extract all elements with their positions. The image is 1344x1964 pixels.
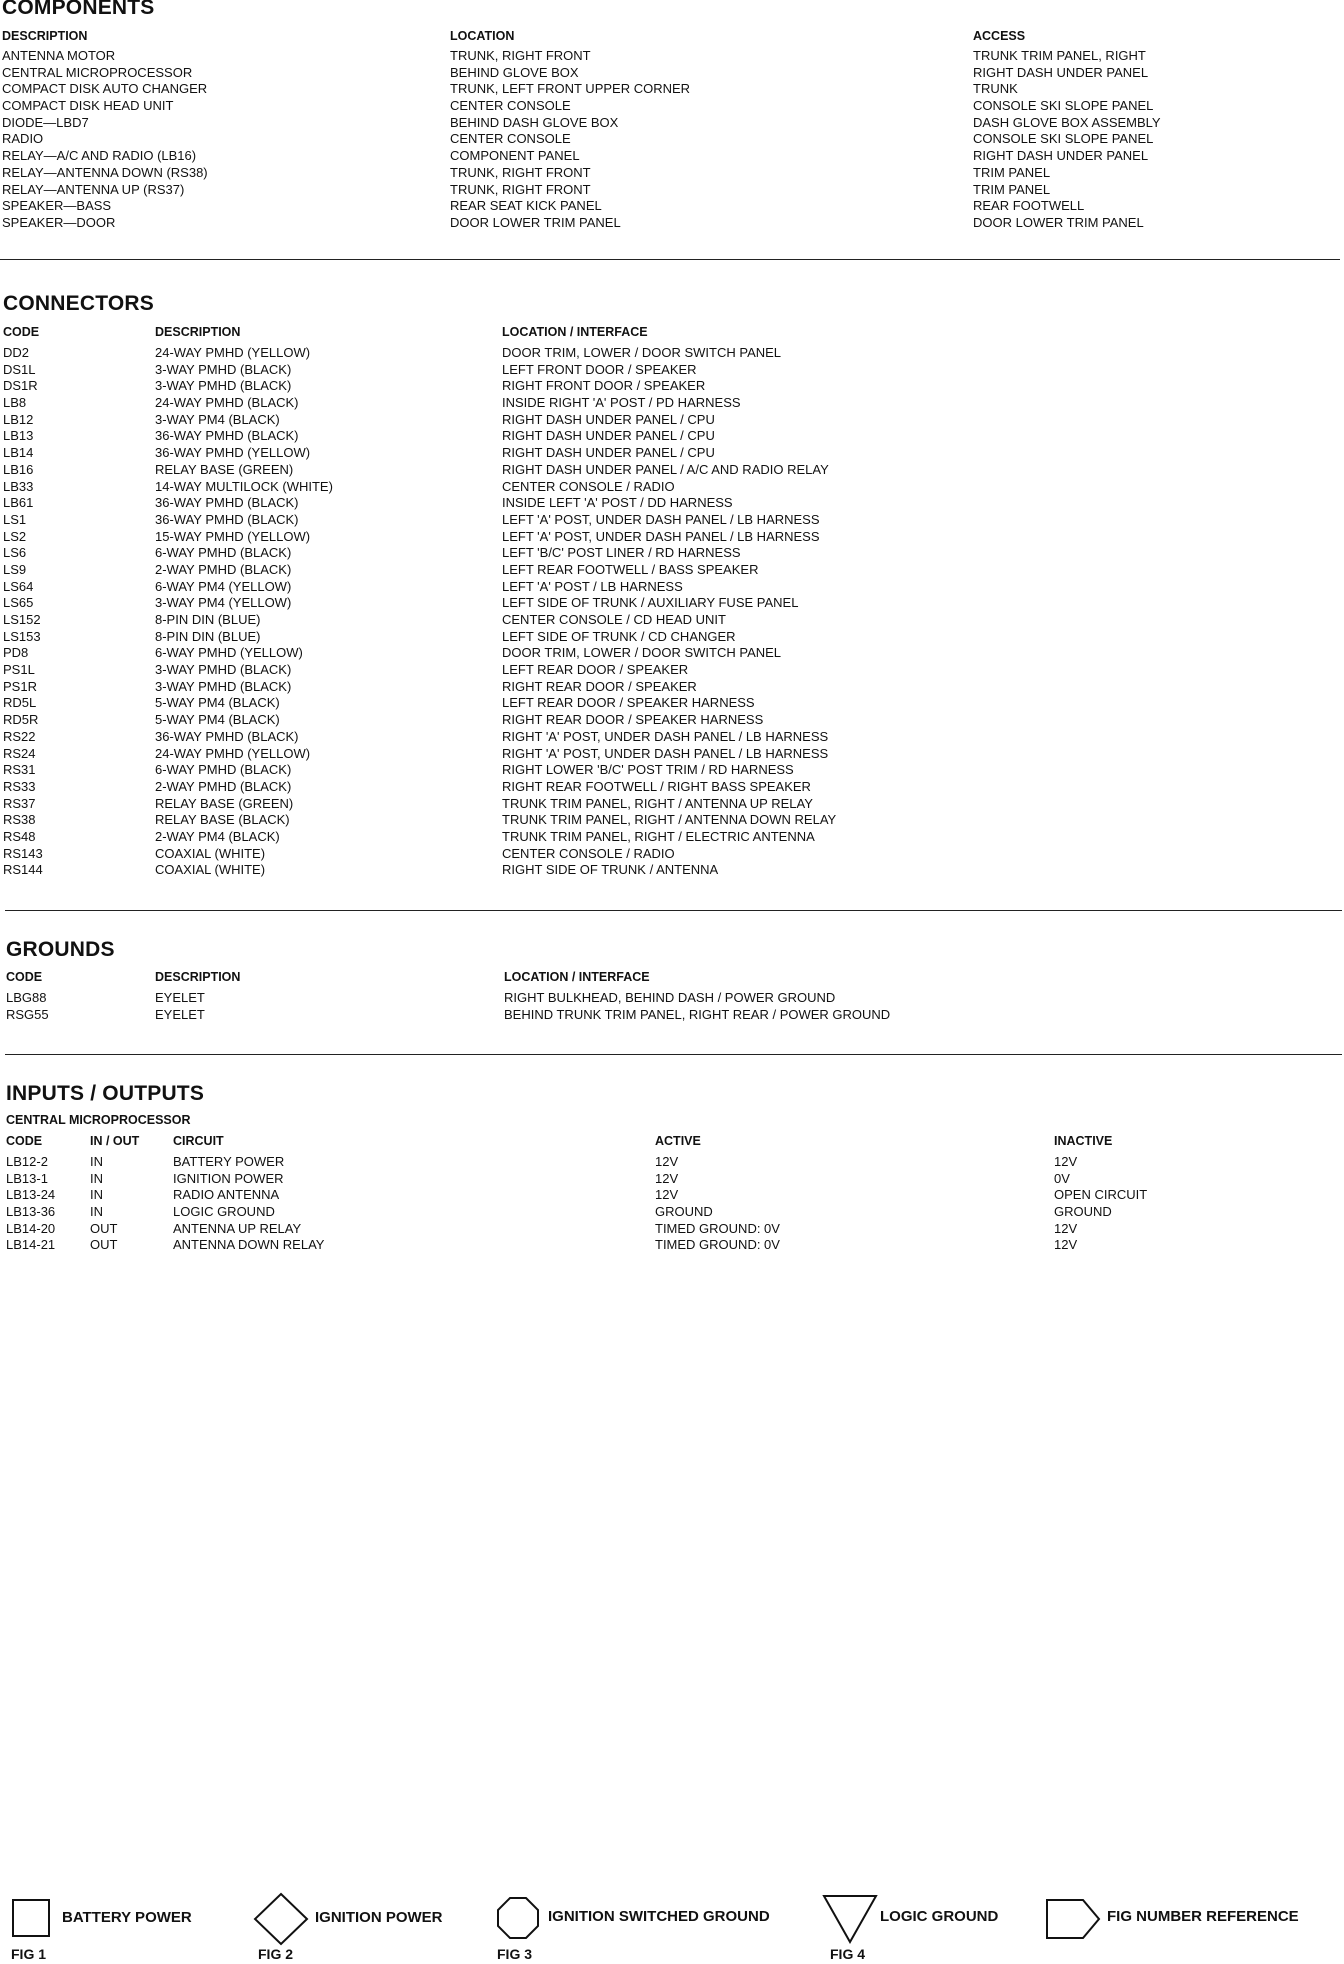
table-cell: REAR SEAT KICK PANEL bbox=[450, 198, 602, 214]
table-cell: COAXIAL (WHITE) bbox=[155, 845, 266, 861]
table-cell: 5-WAY PM4 (BLACK) bbox=[155, 695, 280, 711]
table-cell: LB13-36 bbox=[6, 1204, 56, 1220]
legend-ignition-switched-ground-label: IGNITION SWITCHED GROUND bbox=[548, 1908, 770, 1925]
table-cell: 12V bbox=[655, 1187, 679, 1203]
table-cell: GROUND bbox=[1054, 1204, 1112, 1220]
table-cell: 3-WAY PMHD (BLACK) bbox=[155, 678, 292, 694]
table-cell: SPEAKER—BASS bbox=[2, 198, 112, 214]
table-cell: RIGHT 'A' POST, UNDER DASH PANEL / LB HARNESS bbox=[502, 745, 829, 761]
table-cell: PS1L bbox=[3, 662, 35, 678]
table-cell: LB12 bbox=[3, 411, 34, 427]
table-cell: RADIO ANTENNA bbox=[173, 1187, 280, 1203]
table-cell: LB33 bbox=[3, 478, 34, 494]
table-cell: LEFT 'A' POST / LB HARNESS bbox=[502, 578, 683, 594]
table-cell: 36-WAY PMHD (BLACK) bbox=[155, 495, 299, 511]
table-cell: 2-WAY PM4 (BLACK) bbox=[155, 828, 280, 844]
table-cell: RELAY BASE (GREEN) bbox=[155, 461, 294, 477]
triangle-down-icon bbox=[822, 1894, 878, 1944]
octagon-icon bbox=[496, 1896, 540, 1940]
table-cell: RIGHT BULKHEAD, BEHIND DASH / POWER GROUND bbox=[504, 990, 836, 1005]
grounds-header-code: CODE bbox=[6, 970, 43, 984]
connectors-code-column bbox=[3, 345, 43, 879]
table-cell: 15-WAY PMHD (YELLOW) bbox=[155, 528, 311, 544]
table-cell: 3-WAY PMHD (BLACK) bbox=[155, 662, 292, 678]
table-cell: IGNITION POWER bbox=[173, 1170, 284, 1186]
table-cell: IN bbox=[90, 1154, 103, 1169]
table-cell: LS65 bbox=[3, 595, 34, 611]
table-cell: CENTER CONSOLE / RADIO bbox=[502, 845, 675, 861]
table-cell: LEFT REAR DOOR / SPEAKER bbox=[502, 662, 689, 678]
table-cell: RIGHT REAR FOOTWELL / RIGHT BASS SPEAKER bbox=[502, 778, 811, 794]
table-cell: RS143 bbox=[3, 845, 43, 861]
table-cell: LS152 bbox=[3, 612, 41, 627]
table-cell: RELAY—ANTENNA DOWN (RS38) bbox=[2, 164, 208, 180]
io-subtitle: CENTRAL MICROPROCESSOR bbox=[6, 1113, 191, 1127]
table-cell: IN bbox=[90, 1187, 103, 1203]
table-cell: ANTENNA DOWN RELAY bbox=[173, 1237, 325, 1253]
table-cell: OPEN CIRCUIT bbox=[1054, 1187, 1148, 1203]
connectors-header-code: CODE bbox=[3, 325, 40, 339]
connectors-header-description: DESCRIPTION bbox=[155, 325, 241, 339]
table-cell: TRUNK TRIM PANEL, RIGHT / ELECTRIC ANTENNA bbox=[502, 828, 815, 844]
table-cell: TRUNK, RIGHT FRONT bbox=[450, 164, 591, 180]
table-cell: LB12-2 bbox=[6, 1154, 48, 1169]
table-cell: 3-WAY PMHD (BLACK) bbox=[155, 378, 292, 394]
table-cell: IN bbox=[90, 1170, 103, 1186]
components-header-access: ACCESS bbox=[973, 29, 1026, 43]
io-header-inactive: INACTIVE bbox=[1054, 1134, 1113, 1148]
table-cell: 36-WAY PMHD (BLACK) bbox=[155, 728, 299, 744]
table-cell: LB14 bbox=[3, 445, 34, 461]
table-cell: RADIO bbox=[2, 131, 44, 147]
table-cell: CONSOLE SKI SLOPE PANEL bbox=[973, 98, 1154, 114]
symbol-legend bbox=[0, 1892, 1344, 1964]
grounds-code-column bbox=[6, 990, 49, 1023]
table-cell: DS1L bbox=[3, 361, 36, 377]
table-cell: RS24 bbox=[3, 745, 36, 761]
grounds-title: GROUNDS bbox=[6, 938, 115, 961]
components-header-location: LOCATION bbox=[450, 29, 515, 43]
connectors-description-column bbox=[155, 345, 333, 879]
table-cell: LS64 bbox=[3, 578, 34, 594]
grounds-header-location: LOCATION / INTERFACE bbox=[504, 970, 650, 984]
legend-battery-power-label: BATTERY POWER bbox=[62, 1909, 192, 1926]
table-cell: CENTRAL MICROPROCESSOR bbox=[2, 64, 193, 80]
table-cell: GROUND bbox=[655, 1204, 713, 1220]
legend-logic-ground-label: LOGIC GROUND bbox=[880, 1908, 999, 1925]
table-cell: ANTENNA MOTOR bbox=[2, 48, 116, 63]
table-cell: BEHIND TRUNK TRIM PANEL, RIGHT REAR / POWER GROUND bbox=[504, 1006, 891, 1022]
table-cell: LEFT SIDE OF TRUNK / CD CHANGER bbox=[502, 628, 736, 644]
table-cell: LS2 bbox=[3, 528, 27, 544]
table-cell: DOOR LOWER TRIM PANEL bbox=[973, 214, 1144, 230]
table-cell: LB13-1 bbox=[6, 1170, 48, 1186]
table-cell: RIGHT SIDE OF TRUNK / ANTENNA bbox=[502, 862, 719, 878]
grounds-description-column bbox=[155, 990, 205, 1023]
io-header-circuit: CIRCUIT bbox=[173, 1134, 224, 1148]
table-cell: 0V bbox=[1054, 1170, 1070, 1186]
table-cell: DOOR LOWER TRIM PANEL bbox=[450, 214, 621, 230]
table-cell: LS1 bbox=[3, 511, 27, 527]
table-cell: OUT bbox=[90, 1220, 118, 1236]
table-cell: CENTER CONSOLE / CD HEAD UNIT bbox=[502, 612, 726, 627]
legend-ignition-power-label: IGNITION POWER bbox=[315, 1909, 443, 1926]
table-cell: 12V bbox=[655, 1170, 679, 1186]
table-cell: 3-WAY PMHD (BLACK) bbox=[155, 361, 292, 377]
table-cell: 36-WAY PMHD (BLACK) bbox=[155, 511, 299, 527]
table-cell: 5-WAY PM4 (BLACK) bbox=[155, 712, 280, 728]
io-title: INPUTS / OUTPUTS bbox=[6, 1082, 205, 1105]
legend-fig-4: FIG 4 bbox=[830, 1946, 866, 1962]
components-divider bbox=[0, 259, 1340, 260]
table-cell: RIGHT DASH UNDER PANEL bbox=[973, 148, 1149, 164]
components-header-description: DESCRIPTION bbox=[2, 29, 88, 43]
table-cell: TRUNK TRIM PANEL, RIGHT bbox=[973, 48, 1146, 63]
table-cell: TIMED GROUND: 0V bbox=[655, 1220, 780, 1236]
table-cell: IN bbox=[90, 1204, 103, 1220]
components-description-column bbox=[2, 48, 208, 232]
table-cell: RIGHT REAR DOOR / SPEAKER bbox=[502, 678, 697, 694]
table-cell: RELAY BASE (GREEN) bbox=[155, 795, 294, 811]
table-cell: COAXIAL (WHITE) bbox=[155, 862, 266, 878]
table-cell: 12V bbox=[1054, 1237, 1078, 1253]
table-cell: DIODE—LBD7 bbox=[2, 114, 89, 130]
table-cell: LB14-20 bbox=[6, 1220, 56, 1236]
table-cell: LEFT 'B/C' POST LINER / RD HARNESS bbox=[502, 545, 741, 561]
legend-fig-3: FIG 3 bbox=[497, 1946, 533, 1962]
table-cell: TRUNK bbox=[973, 81, 1018, 97]
table-cell: LEFT REAR DOOR / SPEAKER HARNESS bbox=[502, 695, 755, 711]
table-cell: RIGHT DASH UNDER PANEL / CPU bbox=[502, 411, 715, 427]
table-cell: 8-PIN DIN (BLUE) bbox=[155, 612, 261, 627]
table-cell: INSIDE RIGHT 'A' POST / PD HARNESS bbox=[502, 395, 741, 411]
table-cell: LS9 bbox=[3, 561, 27, 577]
table-cell: SPEAKER—DOOR bbox=[2, 214, 116, 230]
table-cell: TIMED GROUND: 0V bbox=[655, 1237, 780, 1253]
io-header-active: ACTIVE bbox=[655, 1134, 701, 1148]
table-cell: 6-WAY PMHD (YELLOW) bbox=[155, 645, 303, 661]
connectors-location-column bbox=[502, 345, 836, 879]
table-cell: LOGIC GROUND bbox=[173, 1204, 275, 1220]
table-cell: RS38 bbox=[3, 812, 36, 828]
table-cell: 12V bbox=[1054, 1220, 1078, 1236]
io-header-inout: IN / OUT bbox=[90, 1134, 140, 1148]
table-cell: CENTER CONSOLE bbox=[450, 131, 571, 147]
table-cell: LEFT FRONT DOOR / SPEAKER bbox=[502, 361, 697, 377]
table-cell: DS1R bbox=[3, 378, 38, 394]
io-active-column bbox=[655, 1154, 780, 1254]
table-cell: LB14-21 bbox=[6, 1237, 56, 1253]
table-cell: REAR FOOTWELL bbox=[973, 198, 1085, 214]
grounds-location-column bbox=[504, 990, 890, 1023]
connectors-divider bbox=[5, 910, 1342, 911]
io-header-code: CODE bbox=[6, 1134, 43, 1148]
table-cell: RIGHT LOWER 'B/C' POST TRIM / RD HARNESS bbox=[502, 762, 794, 778]
table-cell: LS153 bbox=[3, 628, 41, 644]
table-cell: EYELET bbox=[155, 1006, 205, 1022]
table-cell: RELAY—ANTENNA UP (RS37) bbox=[2, 181, 185, 197]
table-cell: TRUNK TRIM PANEL, RIGHT / ANTENNA UP RELAY bbox=[502, 795, 813, 811]
table-cell: RS48 bbox=[3, 828, 36, 844]
table-cell: RS33 bbox=[3, 778, 36, 794]
table-cell: LB13 bbox=[3, 428, 34, 444]
table-cell: CENTER CONSOLE / RADIO bbox=[502, 478, 675, 494]
components-title: COMPONENTS bbox=[2, 0, 155, 19]
io-inout-column bbox=[90, 1154, 117, 1254]
table-cell: 6-WAY PMHD (BLACK) bbox=[155, 545, 292, 561]
grounds-divider bbox=[5, 1054, 1342, 1055]
table-cell: OUT bbox=[90, 1237, 118, 1253]
table-cell: ANTENNA UP RELAY bbox=[173, 1220, 302, 1236]
connectors-header-location: LOCATION / INTERFACE bbox=[502, 325, 648, 339]
io-code-column bbox=[6, 1154, 55, 1254]
table-cell: LB61 bbox=[3, 495, 34, 511]
table-cell: LS6 bbox=[3, 545, 27, 561]
table-cell: CENTER CONSOLE bbox=[450, 98, 571, 114]
table-cell: RD5R bbox=[3, 712, 39, 728]
table-cell: PD8 bbox=[3, 645, 29, 661]
table-cell: EYELET bbox=[155, 990, 205, 1005]
table-cell: 24-WAY PMHD (YELLOW) bbox=[155, 745, 311, 761]
table-cell: CONSOLE SKI SLOPE PANEL bbox=[973, 131, 1154, 147]
diamond-icon bbox=[252, 1892, 310, 1946]
table-cell: BEHIND GLOVE BOX bbox=[450, 64, 579, 80]
table-cell: RELAY BASE (BLACK) bbox=[155, 812, 290, 828]
io-inactive-column bbox=[1054, 1154, 1147, 1254]
table-cell: BEHIND DASH GLOVE BOX bbox=[450, 114, 619, 130]
pentagon-arrow-icon bbox=[1045, 1898, 1101, 1940]
table-cell: RS22 bbox=[3, 728, 36, 744]
table-cell: 6-WAY PM4 (YELLOW) bbox=[155, 578, 292, 594]
table-cell: 14-WAY MULTILOCK (WHITE) bbox=[155, 478, 333, 494]
legend-fig-1: FIG 1 bbox=[11, 1946, 47, 1962]
connectors-title: CONNECTORS bbox=[3, 292, 154, 315]
io-circuit-column bbox=[173, 1154, 324, 1254]
table-cell: RS31 bbox=[3, 762, 36, 778]
table-cell: 3-WAY PM4 (YELLOW) bbox=[155, 595, 292, 611]
table-cell: COMPACT DISK AUTO CHANGER bbox=[2, 81, 208, 97]
table-cell: DASH GLOVE BOX ASSEMBLY bbox=[973, 114, 1161, 130]
table-cell: BATTERY POWER bbox=[173, 1154, 285, 1169]
table-cell: LB13-24 bbox=[6, 1187, 56, 1203]
table-cell: TRIM PANEL bbox=[973, 181, 1051, 197]
table-cell: 36-WAY PMHD (BLACK) bbox=[155, 428, 299, 444]
table-cell: COMPONENT PANEL bbox=[450, 148, 580, 164]
table-cell: DOOR TRIM, LOWER / DOOR SWITCH PANEL bbox=[502, 645, 782, 661]
table-cell: LEFT REAR FOOTWELL / BASS SPEAKER bbox=[502, 561, 759, 577]
table-cell: RIGHT 'A' POST, UNDER DASH PANEL / LB HARNESS bbox=[502, 728, 829, 744]
table-cell: 8-PIN DIN (BLUE) bbox=[155, 628, 261, 644]
table-cell: RS37 bbox=[3, 795, 36, 811]
table-cell: 36-WAY PMHD (YELLOW) bbox=[155, 445, 311, 461]
table-cell: 24-WAY PMHD (BLACK) bbox=[155, 395, 299, 411]
components-access-column bbox=[973, 48, 1161, 232]
table-cell: COMPACT DISK HEAD UNIT bbox=[2, 98, 174, 114]
table-cell: TRUNK, LEFT FRONT UPPER CORNER bbox=[450, 81, 691, 97]
table-cell: RD5L bbox=[3, 695, 37, 711]
table-cell: RS144 bbox=[3, 862, 43, 878]
table-cell: TRUNK TRIM PANEL, RIGHT / ANTENNA DOWN RELAY bbox=[502, 812, 837, 828]
table-cell: RIGHT DASH UNDER PANEL / CPU bbox=[502, 445, 715, 461]
grounds-header-description: DESCRIPTION bbox=[155, 970, 241, 984]
table-cell: 2-WAY PMHD (BLACK) bbox=[155, 778, 292, 794]
table-cell: 3-WAY PM4 (BLACK) bbox=[155, 411, 280, 427]
legend-fig-number-reference-label: FIG NUMBER REFERENCE bbox=[1107, 1908, 1299, 1925]
table-cell: 24-WAY PMHD (YELLOW) bbox=[155, 345, 311, 360]
table-cell: 2-WAY PMHD (BLACK) bbox=[155, 561, 292, 577]
table-cell: RIGHT FRONT DOOR / SPEAKER bbox=[502, 378, 706, 394]
table-cell: PS1R bbox=[3, 678, 37, 694]
legend-fig-2: FIG 2 bbox=[258, 1946, 294, 1962]
table-cell: LEFT SIDE OF TRUNK / AUXILIARY FUSE PANEL bbox=[502, 595, 799, 611]
table-cell: DOOR TRIM, LOWER / DOOR SWITCH PANEL bbox=[502, 345, 782, 360]
table-cell: RIGHT DASH UNDER PANEL / CPU bbox=[502, 428, 715, 444]
table-cell: DD2 bbox=[3, 345, 30, 360]
table-cell: LB8 bbox=[3, 395, 27, 411]
components-location-column bbox=[450, 48, 690, 232]
table-cell: 6-WAY PMHD (BLACK) bbox=[155, 762, 292, 778]
table-cell: RIGHT DASH UNDER PANEL bbox=[973, 64, 1149, 80]
table-cell: RELAY—A/C AND RADIO (LB16) bbox=[2, 148, 197, 164]
table-cell: TRUNK, RIGHT FRONT bbox=[450, 181, 591, 197]
table-cell: LEFT 'A' POST, UNDER DASH PANEL / LB HARNESS bbox=[502, 511, 820, 527]
table-cell: RIGHT DASH UNDER PANEL / A/C AND RADIO RELAY bbox=[502, 461, 829, 477]
square-icon bbox=[11, 1898, 51, 1938]
table-cell: INSIDE LEFT 'A' POST / DD HARNESS bbox=[502, 495, 733, 511]
table-cell: 12V bbox=[1054, 1154, 1078, 1169]
table-cell: LEFT 'A' POST, UNDER DASH PANEL / LB HARNESS bbox=[502, 528, 820, 544]
table-cell: RIGHT REAR DOOR / SPEAKER HARNESS bbox=[502, 712, 764, 728]
table-cell: RSG55 bbox=[6, 1006, 49, 1022]
table-cell: 12V bbox=[655, 1154, 679, 1169]
table-cell: LB16 bbox=[3, 461, 34, 477]
table-cell: LBG88 bbox=[6, 990, 47, 1005]
table-cell: TRIM PANEL bbox=[973, 164, 1051, 180]
table-cell: TRUNK, RIGHT FRONT bbox=[450, 48, 591, 63]
